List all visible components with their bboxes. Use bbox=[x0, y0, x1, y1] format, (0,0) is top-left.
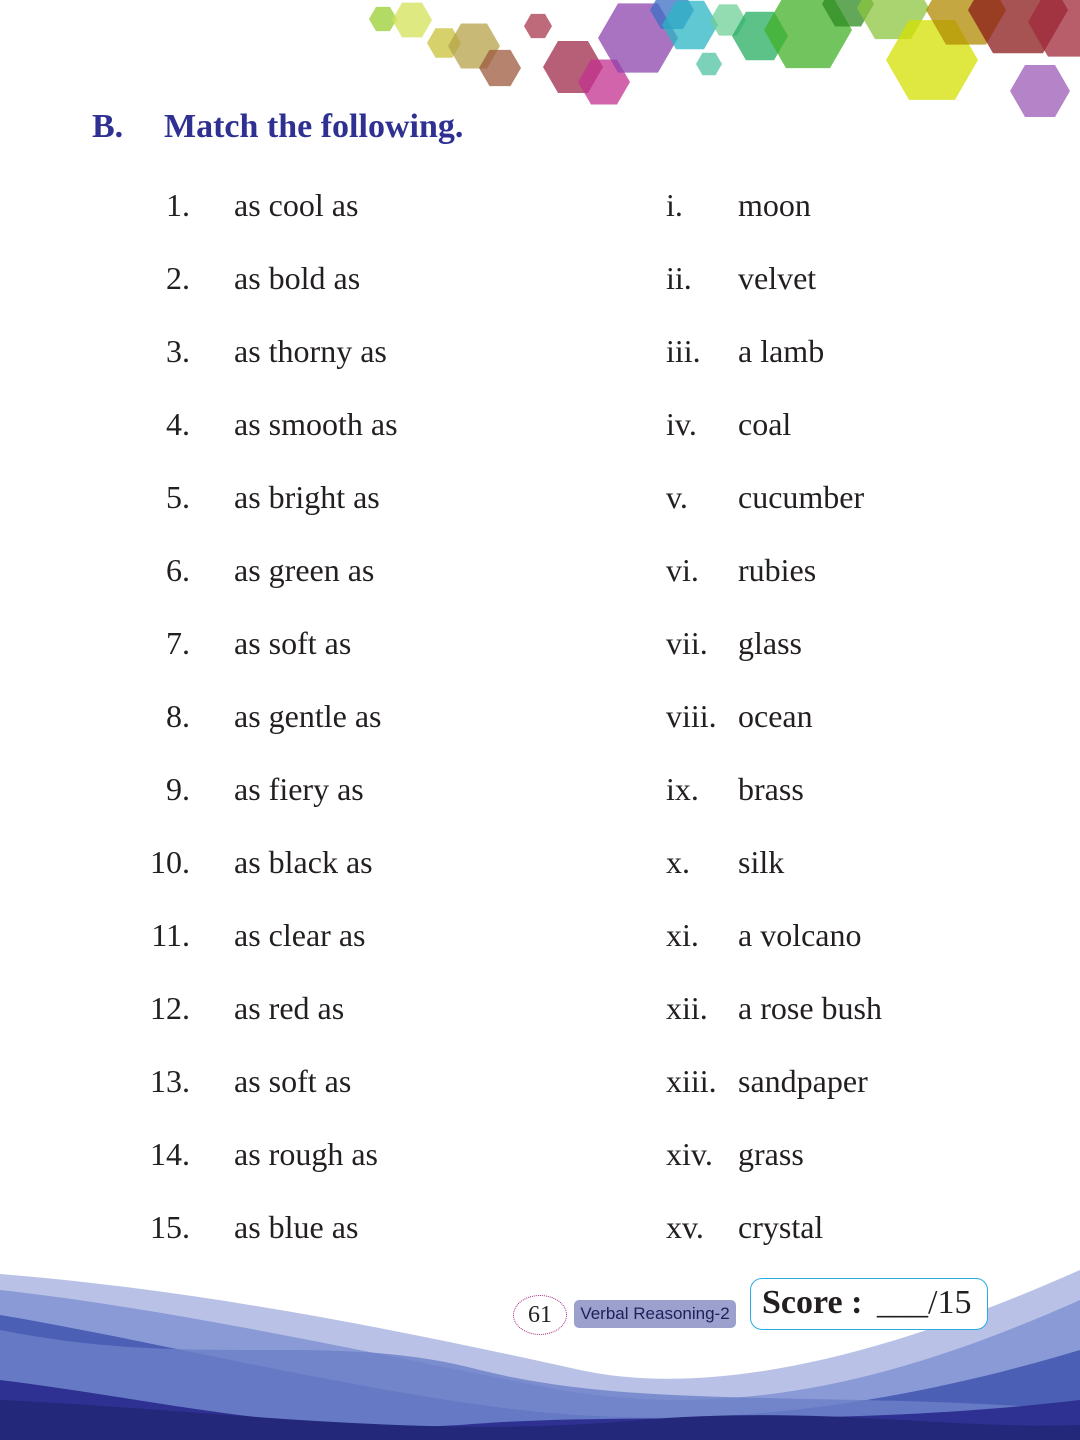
left-item-text: as fiery as bbox=[234, 771, 364, 807]
left-item-number: 3. bbox=[166, 333, 190, 369]
right-item-number: iii. bbox=[666, 333, 701, 369]
right-item-number: i. bbox=[666, 187, 683, 223]
left-item-number: 7. bbox=[166, 625, 190, 661]
left-item-number: 6. bbox=[166, 552, 190, 588]
score-box bbox=[750, 1278, 988, 1330]
hexagon bbox=[1010, 65, 1070, 117]
section-title: Match the following. bbox=[164, 108, 464, 145]
left-item-text: as black as bbox=[234, 844, 373, 880]
right-item-text: brass bbox=[738, 771, 804, 807]
left-item-number: 5. bbox=[166, 479, 190, 515]
left-item-text: as rough as bbox=[234, 1136, 378, 1172]
left-item-number: 15. bbox=[150, 1209, 190, 1245]
match-row bbox=[0, 185, 1080, 225]
left-item-number: 11. bbox=[151, 917, 190, 953]
left-item-number: 10. bbox=[150, 844, 190, 880]
score-blank: ___/15 bbox=[877, 1284, 972, 1321]
right-item-text: ocean bbox=[738, 698, 813, 734]
match-row bbox=[0, 1134, 1080, 1174]
match-row bbox=[0, 915, 1080, 955]
left-item-number: 2. bbox=[166, 260, 190, 296]
right-item-text: cucumber bbox=[738, 479, 865, 515]
match-row bbox=[0, 477, 1080, 517]
right-item-text: glass bbox=[738, 625, 802, 661]
hexagon bbox=[392, 3, 432, 38]
book-title-badge: Verbal Reasoning-2 bbox=[574, 1300, 736, 1328]
right-item-number: iv. bbox=[666, 406, 697, 442]
right-item-text: a rose bush bbox=[738, 990, 882, 1026]
match-row bbox=[0, 769, 1080, 809]
right-item-text: rubies bbox=[738, 552, 817, 588]
left-item-text: as cool as bbox=[234, 187, 359, 223]
match-row bbox=[0, 331, 1080, 371]
right-item-number: xiv. bbox=[666, 1136, 713, 1172]
hexagon bbox=[696, 53, 722, 76]
left-item-text: as soft as bbox=[234, 625, 352, 661]
left-item-number: 14. bbox=[150, 1136, 190, 1172]
hexagon bbox=[524, 14, 552, 38]
right-item-number: xii. bbox=[666, 990, 708, 1026]
left-item-number: 13. bbox=[150, 1063, 190, 1099]
right-item-text: a lamb bbox=[738, 333, 825, 369]
match-row bbox=[0, 696, 1080, 736]
match-row bbox=[0, 1061, 1080, 1101]
left-item-number: 12. bbox=[150, 990, 190, 1026]
right-item-number: xi. bbox=[666, 917, 699, 953]
left-item-number: 8. bbox=[166, 698, 190, 734]
right-item-number: viii. bbox=[666, 698, 717, 734]
left-item-number: 9. bbox=[166, 771, 190, 807]
right-item-text: sandpaper bbox=[738, 1063, 868, 1099]
right-item-text: coal bbox=[738, 406, 792, 442]
right-item-number: vi. bbox=[666, 552, 699, 588]
match-row bbox=[0, 623, 1080, 663]
right-item-number: x. bbox=[666, 844, 690, 880]
right-item-text: moon bbox=[738, 187, 811, 223]
right-item-text: a volcano bbox=[738, 917, 862, 953]
match-row bbox=[0, 988, 1080, 1028]
match-row bbox=[0, 550, 1080, 590]
right-item-number: v. bbox=[666, 479, 688, 515]
hexagon-shapes bbox=[369, 0, 1080, 117]
right-item-number: ii. bbox=[666, 260, 692, 296]
page-number: 61 bbox=[513, 1295, 567, 1335]
right-item-text: silk bbox=[738, 844, 785, 880]
match-row bbox=[0, 1207, 1080, 1247]
left-item-text: as red as bbox=[234, 990, 345, 1026]
right-item-text: grass bbox=[738, 1136, 804, 1172]
left-item-text: as blue as bbox=[234, 1209, 359, 1245]
left-item-text: as soft as bbox=[234, 1063, 352, 1099]
match-row bbox=[0, 842, 1080, 882]
left-item-text: as bold as bbox=[234, 260, 361, 296]
decorative-hexagon-banner bbox=[0, 0, 1080, 130]
left-item-text: as gentle as bbox=[234, 698, 382, 734]
match-row bbox=[0, 404, 1080, 444]
section-letter: B. bbox=[92, 108, 124, 145]
match-row bbox=[0, 258, 1080, 298]
right-item-number: ix. bbox=[666, 771, 699, 807]
left-item-number: 1. bbox=[166, 187, 190, 223]
left-item-text: as smooth as bbox=[234, 406, 398, 442]
left-item-number: 4. bbox=[166, 406, 190, 442]
left-item-text: as thorny as bbox=[234, 333, 387, 369]
right-item-number: vii. bbox=[666, 625, 708, 661]
right-item-number: xv. bbox=[666, 1209, 704, 1245]
left-item-text: as green as bbox=[234, 552, 375, 588]
right-item-text: velvet bbox=[738, 260, 817, 296]
score-label: Score : bbox=[762, 1284, 863, 1321]
right-item-number: xiii. bbox=[666, 1063, 717, 1099]
right-item-text: crystal bbox=[738, 1209, 824, 1245]
left-item-text: as clear as bbox=[234, 917, 366, 953]
left-item-text: as bright as bbox=[234, 479, 380, 515]
